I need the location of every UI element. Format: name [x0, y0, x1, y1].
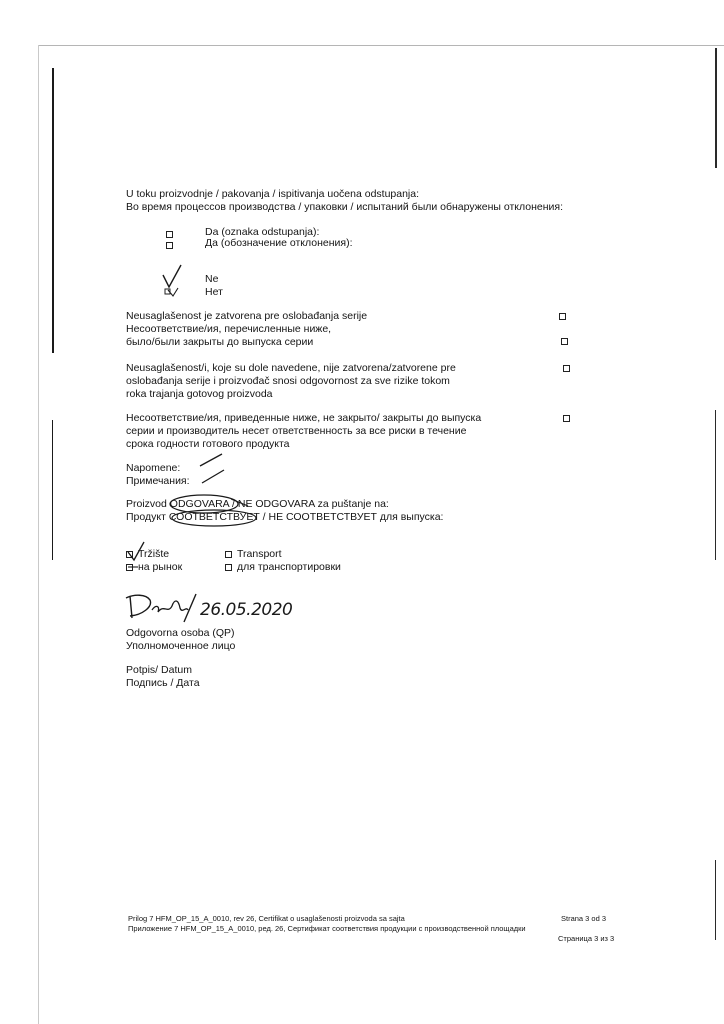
footer-line-ru: Приложение 7 HFM_OP_15_A_0010, ред. 26, Сертификат соответствия продукции с производственной площадки — [128, 924, 526, 933]
qp-label-sr: Odgovorna osoba (QP) — [126, 627, 235, 639]
deviations-heading-sr: U toku proizvodnje / pakovanja / ispitivanja uočena odstupanja: — [126, 188, 420, 200]
left-margin-mark — [52, 68, 54, 353]
nonconformity-closed-ru-1: Несоответствие/ия, перечисленные ниже, — [126, 323, 332, 335]
deviations-heading-ru: Во время процессов производства / упаковки / испытаний были обнаружены отклонения: — [126, 201, 563, 213]
notes-label-sr: Napomene: — [126, 462, 181, 474]
deviations-yes-checkbox[interactable] — [166, 231, 173, 238]
right-edge-mark — [715, 48, 717, 168]
footer-page-sr: Strana 3 od 3 — [561, 914, 607, 923]
notes-label-ru: Примечания: — [126, 475, 190, 487]
footer-page-ru: Страница 3 из 3 — [558, 934, 615, 943]
product-prefix-ru: Продукт — [126, 511, 166, 523]
nonconformity-closed-checkbox-ru[interactable] — [561, 338, 568, 345]
checkmark-icon — [160, 263, 186, 299]
product-conforms-sr: ODGOVARA — [169, 498, 230, 510]
scan-top-edge — [38, 45, 724, 46]
nonconformity-open-ru-1: Несоответствие/ия, приведенные ниже, не закрыто/ закрыты до выпуска — [126, 412, 482, 424]
deviations-yes-label-ru: Да (обозначение отклонения): — [205, 237, 353, 249]
svg-text:26.05.2020: 26.05.2020 — [200, 600, 293, 620]
nonconformity-open-sr-1: Neusaglašenost/i, koje su dole navedene, nije zatvorena/zatvorene pre — [126, 362, 456, 374]
deviations-yes-checkbox-ru[interactable] — [166, 242, 173, 249]
deviations-yes-label-sr: Da (oznaka odstupanja): — [205, 226, 320, 238]
nonconformity-open-ru-3: срока годности готового продукта — [126, 438, 290, 450]
option-market-sr: Tržište — [126, 548, 169, 561]
strike-through-mark — [198, 452, 230, 486]
signature-date-label-ru: Подпись / Дата — [126, 677, 200, 689]
nonconformity-open-sr-2: oslobađanja serije i proizvođač snosi odgovornost za sve rizike tokom — [126, 375, 450, 387]
product-rest-sr: ODGOVARA za puštanje na: — [252, 498, 389, 510]
nonconformity-closed-checkbox[interactable] — [559, 313, 566, 320]
qp-label-ru: Уполномоченное лицо — [126, 640, 236, 652]
nonconformity-closed-sr: Neusaglašenost je zatvorena pre oslobađanja serije — [126, 310, 368, 322]
transport-checkbox[interactable] — [225, 551, 232, 558]
left-margin-mark — [52, 420, 53, 560]
signature-date-label-sr: Potpis/ Datum — [126, 664, 192, 676]
nonconformity-closed-ru-2: было/были закрыты до выпуска серии — [126, 336, 314, 348]
product-not-sr: NE — [237, 498, 253, 510]
nonconformity-open-sr-3: roka trajanja gotovog proizvoda — [126, 388, 273, 400]
option-transport-ru: для транспортировки — [225, 561, 341, 574]
circled-selection-mark — [166, 490, 266, 532]
product-prefix-sr: Proizvod — [126, 498, 167, 510]
nonconformity-open-checkbox-ru[interactable] — [563, 415, 570, 422]
transport-checkbox-ru[interactable] — [225, 564, 232, 571]
option-transport-sr: Transport — [225, 548, 282, 561]
nonconformity-open-checkbox[interactable] — [563, 365, 570, 372]
product-separator-sr: / — [229, 498, 238, 510]
nonconformity-open-ru-2: серии и производитель несет ответственность за все риски в течение — [126, 425, 467, 437]
right-edge-mark — [715, 860, 716, 940]
deviations-no-label-sr: Ne — [205, 273, 219, 285]
scan-left-edge — [38, 45, 39, 1024]
option-market-ru: на рынок — [126, 561, 182, 574]
footer-line-sr: Prilog 7 HFM_OP_15_A_0010, rev 26, Certifikat o usaglašenosti proizvoda sa sajta — [128, 914, 405, 923]
handwritten-signature — [120, 590, 293, 624]
product-rest-ru: / НЕ СООТВЕТСТВУЕТ для выпуска: — [262, 511, 444, 523]
product-conforms-ru: СООТВЕТСТВУЕТ — [168, 511, 260, 523]
right-edge-mark — [715, 410, 716, 560]
deviations-no-label-ru: Нет — [205, 286, 223, 298]
checkmark-icon — [126, 540, 148, 572]
